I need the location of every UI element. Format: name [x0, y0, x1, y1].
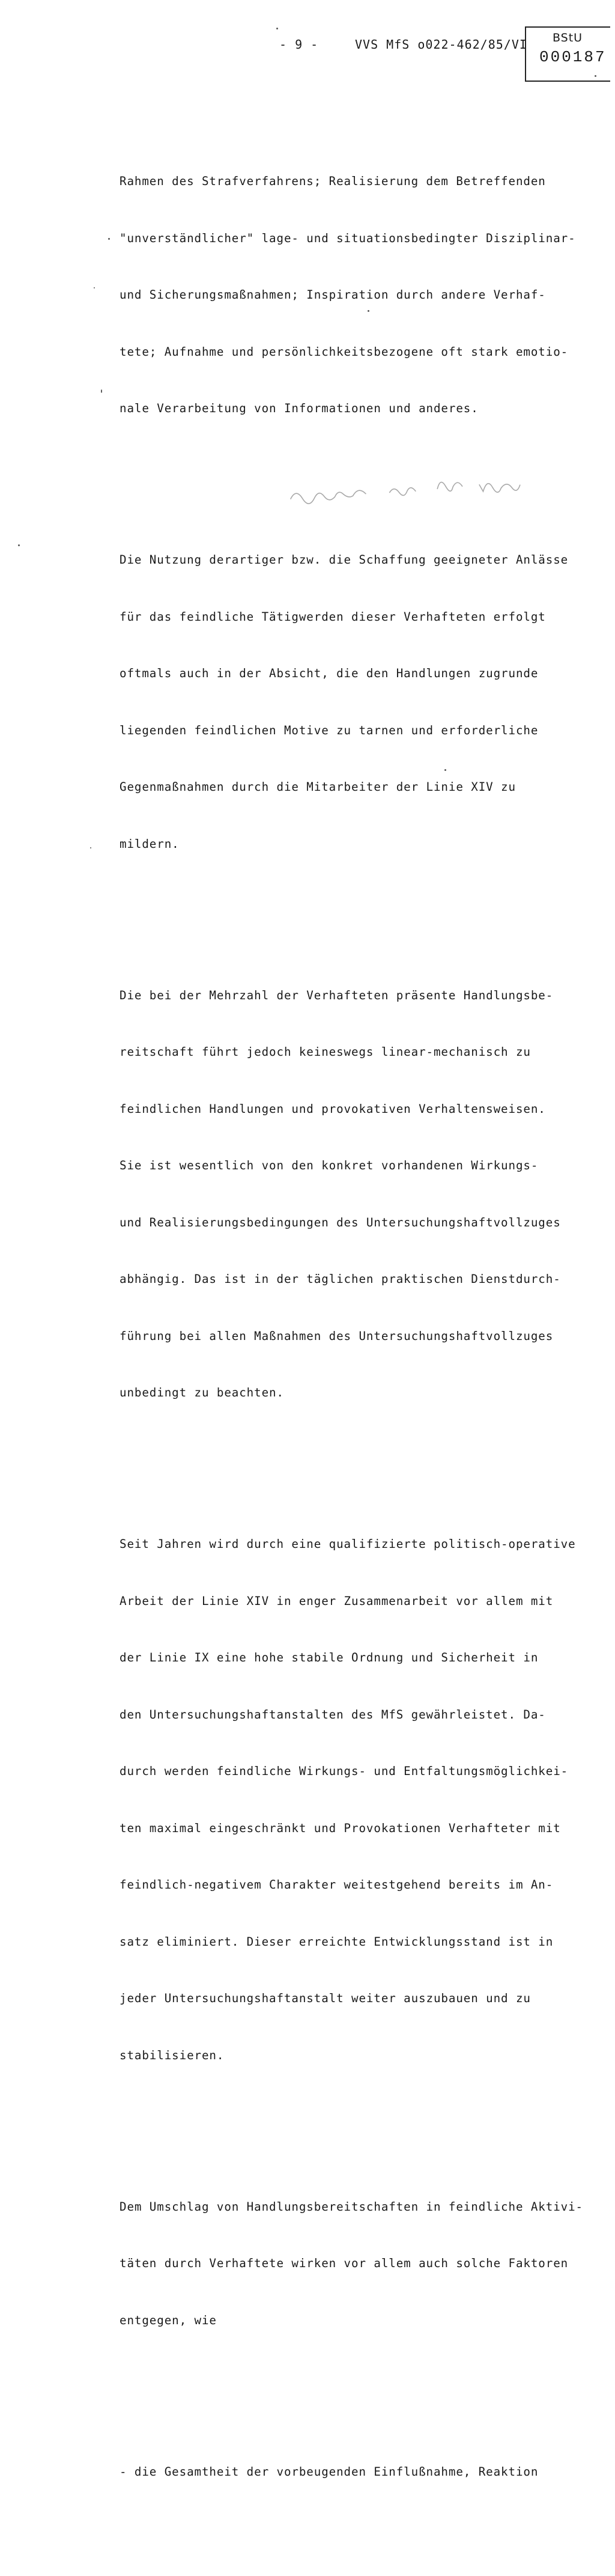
text-line: Sie ist wesentlich von den konkret vorhandenen Wirkungs-	[120, 1159, 539, 1172]
text-line: Seit Jahren wird durch eine qualifizierte politisch-operative	[120, 1537, 576, 1551]
text-line: jeder Untersuchungshaftanstalt weiter auszubauen und zu	[120, 1991, 531, 2005]
text-line: mildern.	[120, 836, 180, 851]
stamp-page-number: 000187	[539, 48, 607, 66]
scan-speck	[94, 287, 95, 288]
stamp-organization: BStU	[552, 31, 583, 44]
text-line: täten durch Verhaftete wirken vor allem auch solche Faktoren	[120, 2256, 569, 2270]
text-line: durch werden feindliche Wirkungs- und Entfaltungsmöglichkei-	[120, 1764, 569, 1778]
archive-stamp	[525, 26, 610, 82]
text-line: entgegen, wie	[120, 2313, 217, 2327]
text-line: feindlichen Handlungen und provokativen Verhaltensweisen.	[120, 1101, 546, 1116]
text-line: nale Verarbeitung von Informationen und anderes.	[120, 401, 479, 415]
text-line: feindlich-negativem Charakter weitestgehend bereits im An-	[120, 1878, 554, 1892]
document-body	[120, 96, 600, 2576]
text-line: Dem Umschlag von Handlungsbereitschaften in feindliche Aktivi-	[120, 2199, 584, 2214]
text-line: stabilisieren.	[120, 2048, 225, 2062]
text-line: Die bei der Mehrzahl der Verhafteten präsente Handlungsbe-	[120, 988, 554, 1002]
paragraph	[120, 513, 600, 891]
paragraph	[120, 948, 600, 1440]
scan-speck	[595, 75, 596, 77]
text-line: tete; Aufnahme und persönlichkeitsbezogene oft stark emotio-	[120, 344, 569, 359]
scan-speck	[18, 544, 20, 546]
text-line: und Realisierungsbedingungen des Untersuchungshaftvollzuges	[120, 1215, 561, 1229]
list-item	[120, 2425, 600, 2520]
text-line: reitschaft führt jedoch keineswegs linear-mechanisch zu	[120, 1045, 531, 1059]
scan-speck	[444, 769, 446, 771]
scan-speck	[108, 238, 110, 240]
text-line: satz eliminiert. Dieser erreichte Entwicklungsstand ist in	[120, 1934, 554, 1949]
scan-speck	[90, 847, 91, 848]
text-line: und Sicherungsmaßnahmen; Inspiration durch andere Verhaf-	[120, 288, 546, 302]
scan-speck	[101, 389, 102, 393]
document-reference: VVS MfS o022-462/85/VI	[355, 37, 527, 52]
text-line: Gegenmaßnahmen durch die Mitarbeiter der Linie XIV zu	[120, 780, 516, 794]
scan-speck	[276, 28, 278, 29]
text-line: Die Nutzung derartiger bzw. die Schaffung geeigneter Anlässe	[120, 553, 569, 567]
text-line: Rahmen des Strafverfahrens; Realisierung dem Betreffenden	[120, 174, 546, 188]
text-line: "unverständlicher" lage- und situationsbedingter Disziplinar-	[120, 231, 576, 245]
scan-speck	[368, 310, 369, 312]
text-line: unbedingt zu beachten.	[120, 1386, 284, 1399]
paragraph	[120, 1497, 600, 2103]
text-line: für das feindliche Tätigwerden dieser Verhafteten erfolgt	[120, 609, 546, 624]
text-line: abhängig. Das ist in der täglichen praktischen Dienstdurch-	[120, 1272, 561, 1286]
text-line: - die Gesamtheit der vorbeugenden Einflußnahme, Reaktion	[120, 2464, 539, 2479]
text-line: führung bei allen Maßnahmen des Untersuchungshaftvollzuges	[120, 1329, 554, 1343]
text-line: der Linie IX eine hohe stabile Ordnung und Sicherheit in	[120, 1651, 539, 1664]
text-line: ten maximal eingeschränkt und Provokationen Verhafteter mit	[120, 1821, 561, 1835]
page-number: - 9 -	[279, 37, 319, 52]
text-line: Arbeit der Linie XIV in enger Zusammenarbeit vor allem mit	[120, 1594, 554, 1608]
text-line: den Untersuchungshaftanstalten des MfS gewährleistet. Da-	[120, 1707, 546, 1722]
page-header	[0, 37, 615, 61]
text-line: oftmals auch in der Absicht, die den Handlungen zugrunde	[120, 666, 539, 680]
paragraph	[120, 134, 600, 456]
text-line: liegenden feindlichen Motive zu tarnen und erforderliche	[120, 723, 539, 737]
paragraph	[120, 2160, 600, 2368]
